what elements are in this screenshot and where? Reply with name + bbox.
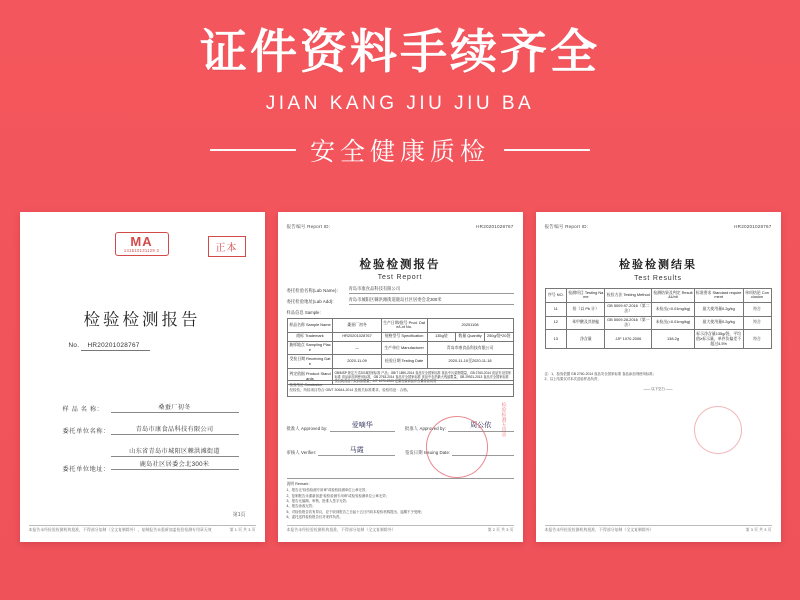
original-badge: 正本 [208,236,246,257]
table-row [545,316,771,330]
doc3-note-line: 注：1、检验依据 GB 2760-2014 食品安全国家标准 食品添加剂使用标准； [544,372,657,376]
divider-label: 安全健康质检 [309,137,490,166]
stamp-side-text: 检验检测专用章 [500,402,507,437]
doc1-no-value: HR20201028767 [81,342,149,351]
table-row [287,341,513,355]
doc2-cell: 生产日期/批号 Prod. Date/Lot No. [381,319,427,333]
doc1-field-sample [63,402,239,413]
doc1-field-address-label: 委托单位地址： [62,466,111,473]
doc2-cell: 20201108 [427,319,513,333]
doc2-sign-approved-2 [405,420,514,432]
doc3-cell: 最大使用量0.2g/kg [694,316,743,330]
doc2-cell: HR20201028767 [333,332,381,341]
table-header-row [545,289,771,303]
doc2-cell: 桑蚕厂初冬 [333,319,381,333]
doc2-remark [287,478,514,521]
page-subtitle: JIAN KANG JIU JIU BA [265,92,535,114]
doc3-title-cn: 检验检测结果 [619,259,697,271]
doc3-footer-left: 本报告未经检验检测机构批准，不得部分复制（全文复制除外） [544,528,654,532]
doc3-cell: 未检出(<0.01mg/kg) [652,316,695,330]
header [0,0,800,168]
doc3-note-line: 2、以上结果仅对本次送检样品负责； [544,377,601,382]
doc3-title-en: Test Results [634,275,682,282]
doc1-field-sample-label: 样 品 名 称： [62,406,104,413]
doc2-sample-table [287,318,514,385]
doc2-sign-approved [287,420,396,432]
doc2-cell: 数量 Quantity [456,332,485,341]
doc2-cell: 检验日期 Testing Date [381,355,427,369]
doc3-footer-right: 第 3 页 共 3 页 [745,528,772,532]
ma-certification-mark [115,232,169,256]
doc2-cell: 青岛市康食品科技有限公司 [427,341,513,355]
doc2-report-id-label: 报告编号 Report ID: [286,224,331,229]
divider-line-left [210,149,296,151]
doc2-sign-verifier-value: 马霞 [318,445,395,457]
doc3-results-table [545,288,772,349]
doc1-footer-left: 本报告未经检验检测机构批准，不得部分复制（全文复制除外），复制报告未重新加盖检验检测专用章无效 [28,528,212,532]
doc3-title [545,256,772,282]
doc3-cell: 标示净含量135g/袋，平均值≥标示量，单件负偏差不超过4.5% [694,330,743,349]
doc3-top-meta [545,224,772,230]
doc1-footer-right: 第 1 页 共 3 页 [229,528,256,532]
doc2-title-cn: 检验检测报告 [359,259,441,271]
doc3-note-blank: —— 以下空白 —— [643,386,673,391]
doc1-field-address [63,446,239,473]
doc3-cell: GB 5009.97-2016（第二法） [605,302,652,316]
doc1-no-label: No. [68,342,80,349]
doc2-remark-line: 1、报告无“检验检测专用章”或检验检测单位公章无效； [286,488,369,493]
doc2-sample-table-wrap [287,318,514,385]
doc2-cell: 判定依据 Product Standards [287,369,333,385]
doc1-title: 检验检测报告 [83,311,201,329]
doc3-cell: 11 [545,302,567,316]
doc3-cell: 最大使用量0.2g/kg [694,302,743,316]
doc3-cell: 苯甲酸及其钠盐 [567,316,605,330]
divider-line-right [504,149,590,151]
doc2-cell: 样品名称 Sample Name [287,319,333,333]
doc3-header-cell: 序号 NO. [545,289,567,303]
doc3-note [545,372,772,392]
table-row [287,355,513,369]
doc2-signature-row-2 [287,445,514,457]
ma-mark-number: 141510131129 3 [123,248,160,253]
doc2-cell: 135g装 [427,332,456,341]
doc1-field-address-value [111,446,239,473]
doc2-lab-address-key: 委托检验地址(Lab Add): [286,298,334,304]
doc3-cell: 铅（以 Pb 计） [567,302,605,316]
doc2-sign-date-value [452,455,513,457]
doc2-remark-title: 说明 Remark： [286,482,313,486]
document-cover-page[interactable] [20,212,265,542]
doc2-remark-line: 6、委托送样检验报告仅对来样负责。 [286,515,343,520]
doc2-cell: 受检日期 Receiving Date [287,355,333,369]
doc2-lab-address-value: 青岛市城阳区棘洪滩街道鹿岛社区居委会北300米 [349,297,514,305]
doc2-cell: 250g/袋*20袋 [484,332,513,341]
doc2-cell: GB/MSP 规定方式2018国家标准 产品；GB/T 1890-2014 食品安全国家标准 食品中污染物限量，GB 2760-2014 食品安全国家标准 食品添加剂使用标准，GB 2763-2014 食品安全国家标准 食品中农药最大残留限量，GB 29921-2013 食品安全国家标准 预包装食品中致病菌限量，JJF 1070-2005 定量包装商品净含量检验规则 [333,369,513,385]
doc1-field-client-label: 委托单位名称： [62,428,111,435]
doc2-sign-date-key: 签发日期 Issuing Date: [405,450,451,455]
doc2-title [287,256,514,281]
table-row [545,330,771,349]
doc2-remark-line: 5、对检验报告若有异议，应于收到报告之日起十五日内向本检验机构提出，逾期不予受理； [286,509,425,514]
doc2-signature-row-1 [287,420,514,432]
doc1-address-line2: 鹿岛社区居委会北300米 [111,459,239,470]
doc2-sign-date [405,445,514,457]
doc2-title-en: Test Report [377,274,423,281]
doc2-signature-block [287,420,514,469]
doc2-sign-verifier [287,445,396,457]
doc3-cell: 未检出(<0.01mg/kg) [652,302,695,316]
doc3-report-id-label: 报告编号 Report ID: [544,224,589,229]
document-report-body[interactable] [278,212,523,542]
doc3-footer [545,525,772,533]
doc2-remark-line: 4、报告涂改无效； [286,504,316,509]
page-title: 证件资料手续齐全 [200,25,600,78]
doc3-header-cell: 检验方法 Testing Method [605,289,652,303]
doc3-header-cell: 检测项目 Testing Name [567,289,605,303]
doc3-cell: JJF 1070-2006 [605,330,652,349]
doc2-sign-approved2-value: 周公依 [448,420,513,432]
doc2-cell: 商标 Trademark [287,332,333,341]
doc3-results-table-wrap [545,288,772,349]
doc1-footer [29,525,256,533]
doc3-header-cell: 标准要求 Standard requirement [694,289,743,303]
doc2-conclusion-block [287,380,514,397]
doc2-cell: 2020-11-09 [333,355,381,369]
doc1-page-mark: 第1页 [232,512,246,518]
faint-stamp-icon [689,402,746,459]
doc1-address-line1: 山东省青岛市城阳区棘洪滩街道 [111,446,239,457]
doc2-top-meta [287,224,514,230]
doc2-lab-address-row [287,297,514,305]
doc3-cell: 符合 [743,302,771,316]
ma-mark-text: MA [130,234,153,249]
doc2-remark-line: 3、报告无编制、审核、批准人签字无效； [286,498,350,503]
doc2-footer-left: 本报告未经检验检测机构批准，不得部分复制（全文复制除外） [286,528,396,532]
doc3-cell: 净含量 [567,330,605,349]
doc2-cell: 抽样地点 Sampling Place [287,341,333,355]
doc2-footer-right: 第 2 页 共 3 页 [487,528,514,532]
doc1-fields [63,402,239,484]
table-row [287,319,513,333]
table-row [287,332,513,341]
doc2-sample-section-label: 样品信息 Sample： [286,310,324,315]
doc2-conclusion-title: 检验结论 Conclusion： [289,383,326,387]
doc1-report-number [69,342,150,349]
doc2-sign-approved2-key: 批准人 Approved by: [405,425,447,431]
doc3-header-cell: 检测结果及判定 Result&Unit [652,289,695,303]
doc2-sign-verifier-key: 审核人 Verifier: [286,450,317,455]
doc3-cell: 符合 [743,316,771,330]
document-gallery [0,212,800,542]
doc1-field-client-value: 青岛市康食品科技有限公司 [111,424,239,435]
doc2-cell: — [333,341,381,355]
doc2-report-id-value: HR20201028767 [476,224,514,229]
doc2-conclusion-text: 经检验，所检项目符合 GB/T 30644-2014 及相关标准要求，检验结论：合格。 [289,388,411,393]
doc3-header-cell: 单项结论 Conclusion [743,289,771,303]
doc3-cell: 12 [545,316,567,330]
doc3-cell: 符合 [743,330,771,349]
doc3-cell: 138.2g [652,330,695,349]
divider [0,132,800,168]
doc3-cell: 13 [545,330,567,349]
doc2-remark-line: 2、复制报告未重新加盖“检验检测专用章”或检验检测单位公章无效； [286,493,389,498]
doc2-sign-approved-value: 爱嘀华 [330,420,395,432]
doc2-sign-approved-key: 批准人 Approved by: [286,425,328,431]
doc2-cell: 规格型号 Specification [381,332,427,341]
doc2-lab-name-value: 青岛市康食品科技有限公司 [349,286,514,294]
doc3-report-id-value: HR20201028767 [734,224,772,229]
doc2-lab-name-key: 委托检验名称(Lab Name): [286,287,338,293]
doc2-lab-info [287,286,514,308]
doc1-field-client [63,424,239,435]
doc2-lab-name-row [287,286,514,294]
doc1-field-sample-value: 桑蚕厂初冬 [111,402,239,413]
doc2-cell: 2020-11-10至2020-11-18 [427,355,513,369]
doc2-footer [287,525,514,533]
doc2-cell: 生产单位 Manufacturer [381,341,427,355]
table-row [545,302,771,316]
doc3-cell: GB 5009.28-2016（第一法） [605,316,652,330]
document-results-page[interactable] [536,212,781,542]
